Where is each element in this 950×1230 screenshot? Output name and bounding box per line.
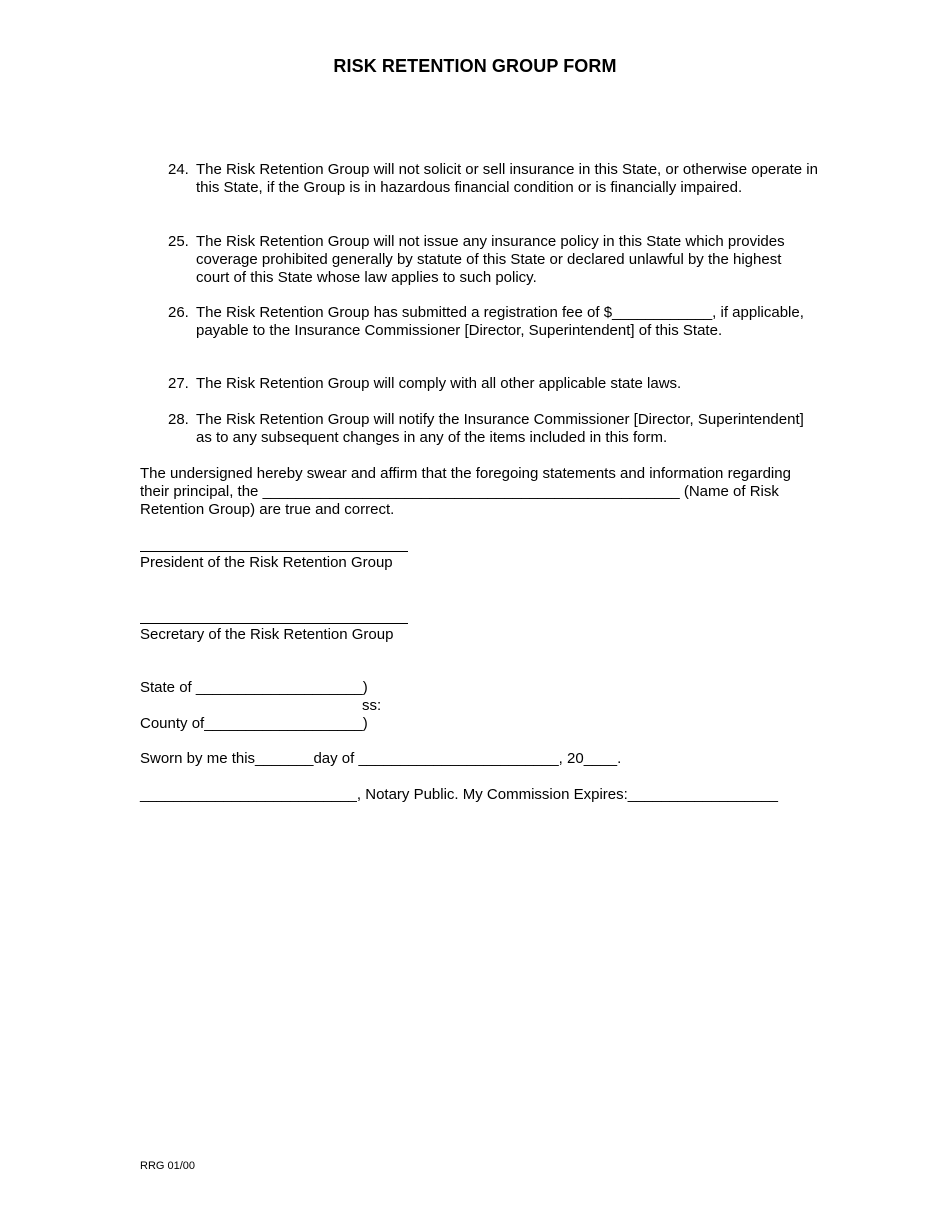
item-text: The Risk Retention Group will notify the Insurance Commissioner [Director, Superintendent] as to any subsequent changes in any of the items included in this form. [196, 411, 804, 446]
item-number: 27. [168, 375, 189, 392]
item-number: 26. [168, 304, 189, 321]
item-text: The Risk Retention Group has submitted a registration fee of $____________, if applicable, payable to the Insurance Commissioner [Director, Superintendent] of this State. [196, 304, 804, 339]
ss-label: ss: [362, 697, 382, 714]
sworn-date-field[interactable]: Sworn by me this_______day of ________________________, 20____. [140, 750, 622, 767]
list-item-28 [168, 411, 818, 447]
item-number: 28. [168, 411, 189, 428]
president-signature-line[interactable] [140, 551, 408, 552]
affirmation-paragraph: The undersigned hereby swear and affirm that the foregoing statements and information regarding their principal, the __________________________________________________ (Name of Risk Retention Group) are true and correct. [140, 465, 791, 518]
item-number: 24. [168, 161, 189, 178]
item-number: 25. [168, 233, 189, 250]
form-code: RRG 01/00 [140, 1160, 196, 1172]
secretary-signature-label: Secretary of the Risk Retention Group [140, 626, 394, 643]
state-of-field[interactable]: State of ____________________) [140, 679, 368, 696]
item-text: The Risk Retention Group will comply with all other applicable state laws. [196, 375, 682, 392]
page-title: RISK RETENTION GROUP FORM [333, 56, 617, 76]
notary-public-field[interactable]: __________________________, Notary Public. My Commission Expires:__________________ [140, 786, 778, 803]
item-text: The Risk Retention Group will not issue any insurance policy in this State which provides coverage prohibited generally by statute of this State or declared unlawful by the highest court of this State whose law applies to such policy. [196, 233, 785, 286]
list-item-26 [168, 304, 818, 340]
list-item-25 [168, 233, 818, 287]
secretary-signature-line[interactable] [140, 623, 408, 624]
list-item-27 [168, 375, 818, 393]
list-item-24 [168, 161, 818, 197]
county-of-field[interactable]: County of___________________) [140, 715, 368, 732]
president-signature-label: President of the Risk Retention Group [140, 554, 393, 571]
item-text: The Risk Retention Group will not solicit or sell insurance in this State, or otherwise operate in this State, if the Group is in hazardous financial condition or is financially impaired. [196, 161, 818, 196]
